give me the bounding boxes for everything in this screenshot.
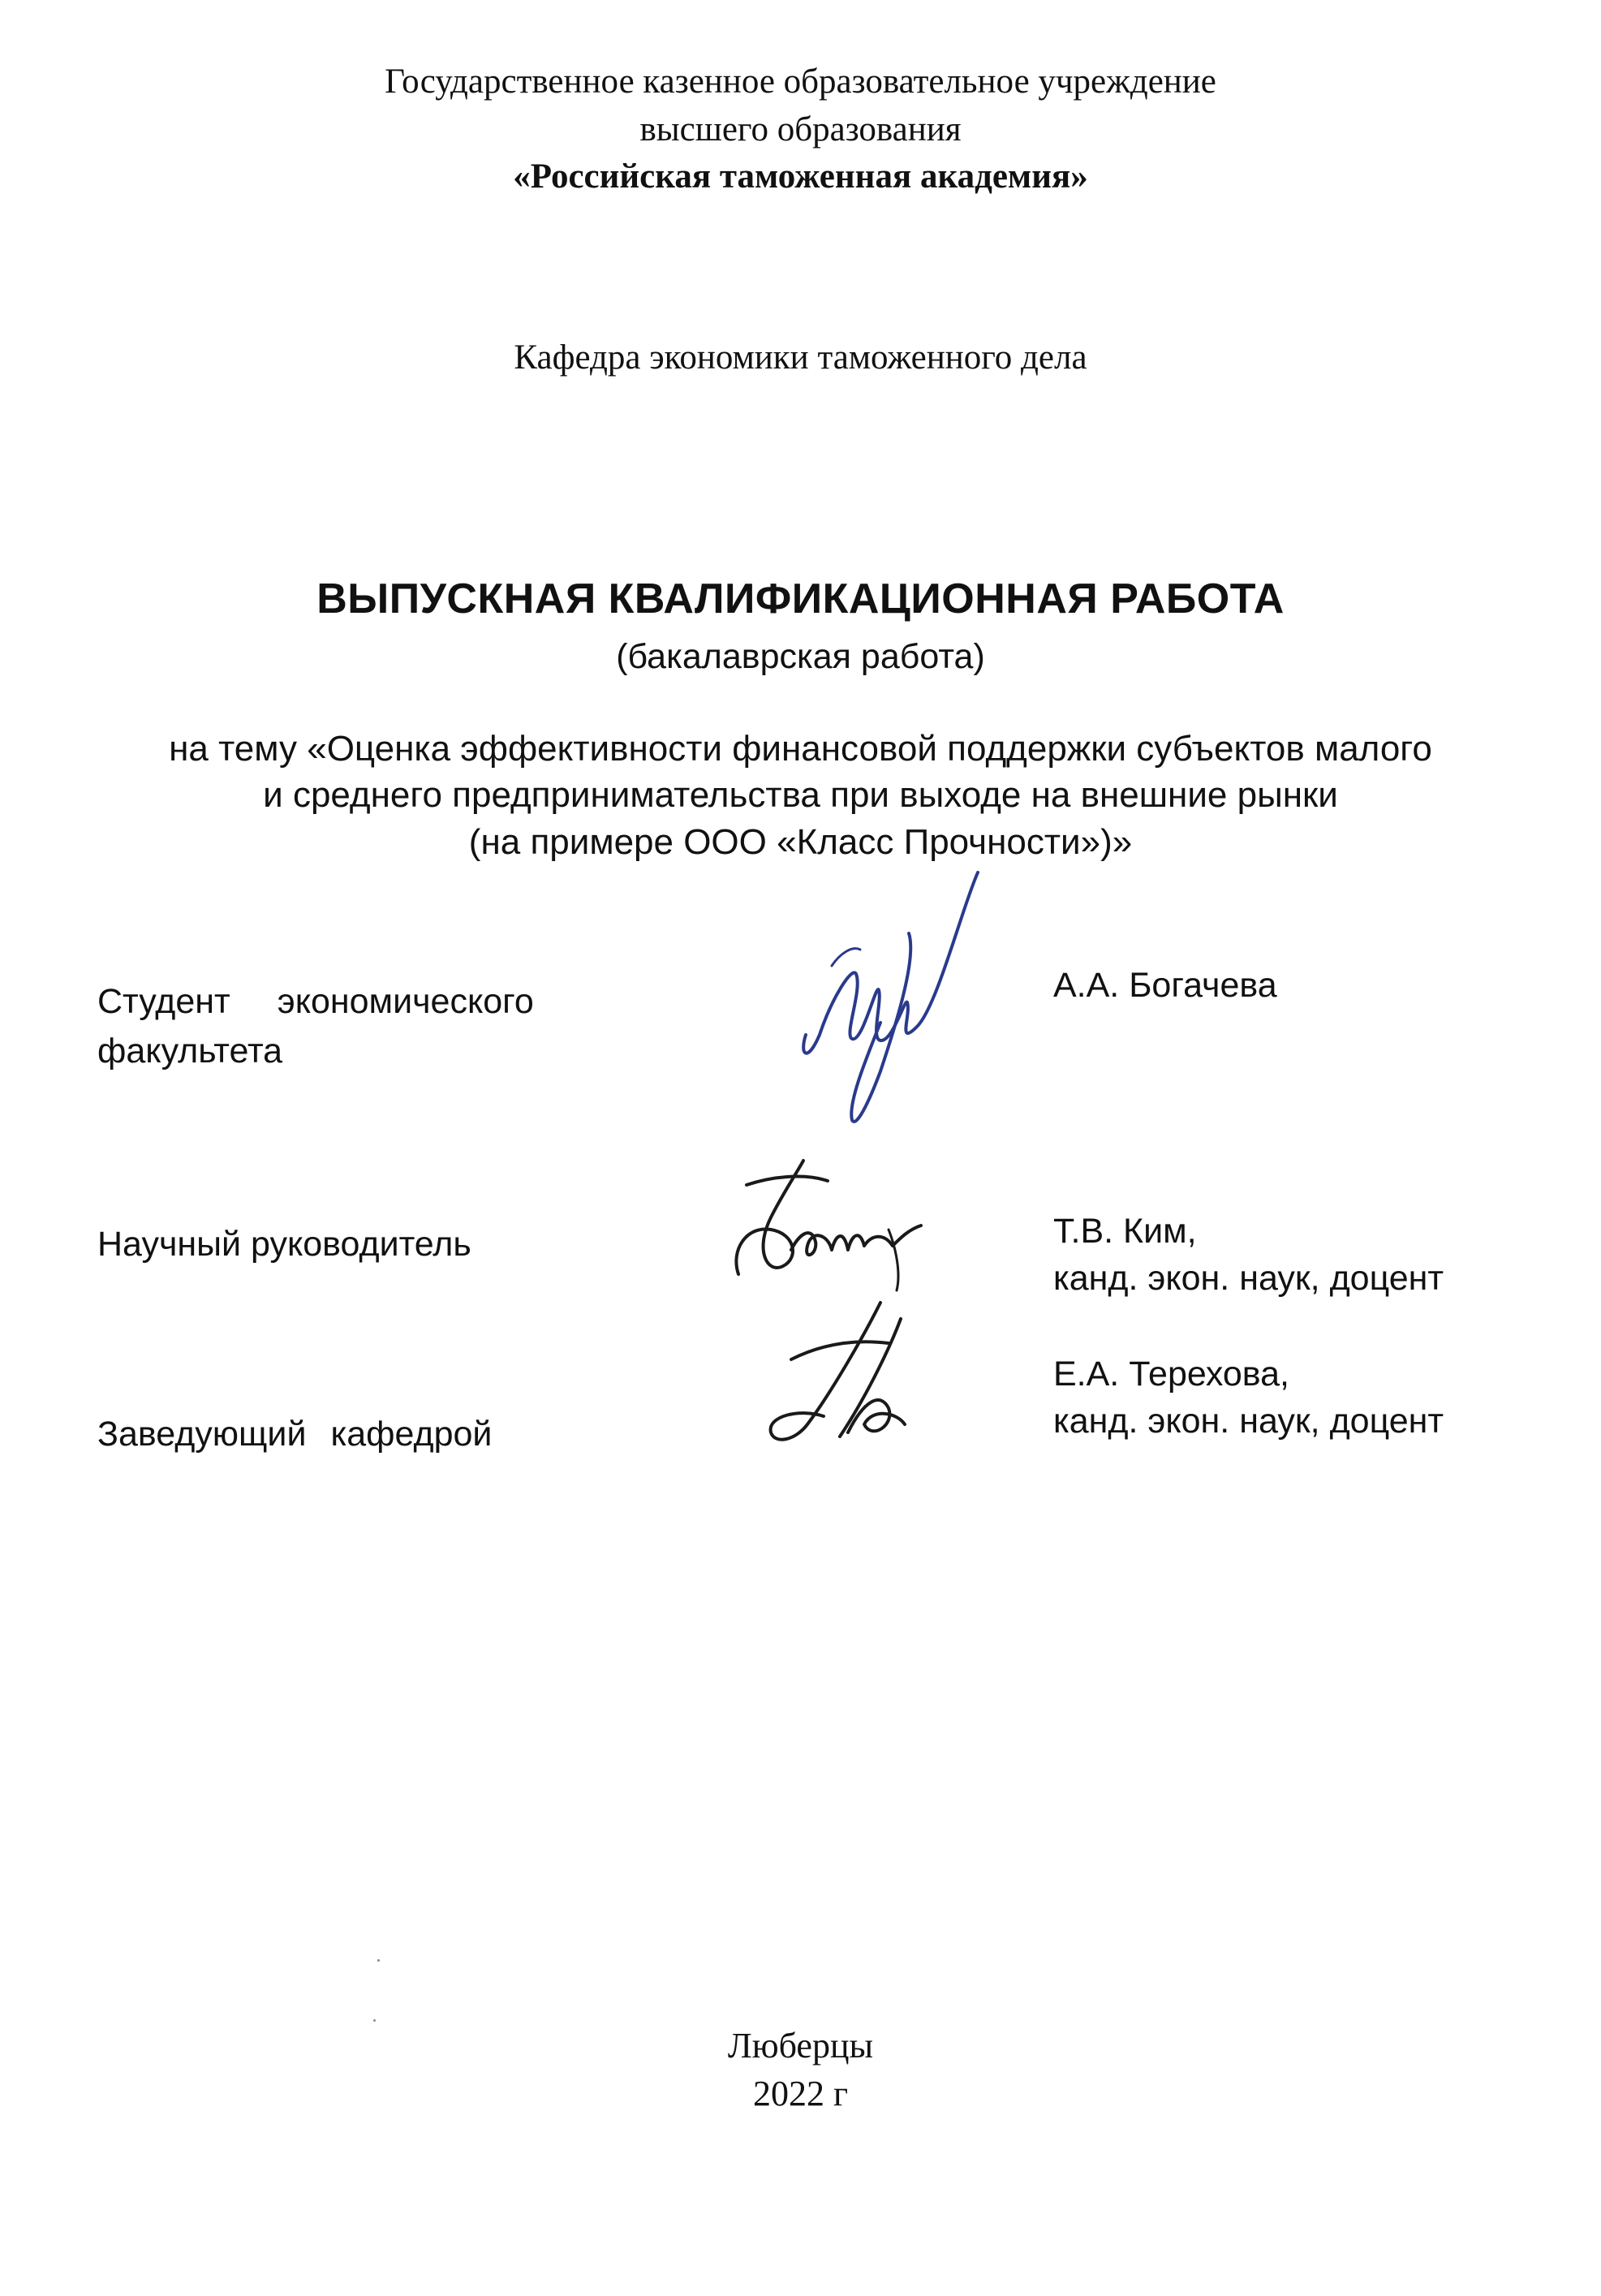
speck	[377, 1959, 380, 1962]
student-label-word: Студент	[97, 982, 230, 1021]
work-subtitle: (бакалаврская работа)	[616, 637, 985, 676]
institution-name: «Российская таможенная академия»	[513, 157, 1088, 196]
head-name: Е.А. Терехова,	[1053, 1355, 1290, 1394]
student-label-line-1	[97, 978, 534, 1025]
supervisor-degree: канд. экон. наук, доцент	[1053, 1259, 1444, 1298]
work-title: ВЫПУСКНАЯ КВАЛИФИКАЦИОННАЯ РАБОТА	[316, 575, 1285, 622]
supervisor-name: Т.В. Ким,	[1053, 1212, 1197, 1251]
supervisor-signature	[722, 1152, 933, 1299]
theme-line-3: (на примере ООО «Класс Прочности»)»	[468, 822, 1133, 862]
head-degree: канд. экон. наук, доцент	[1053, 1402, 1444, 1441]
footer-city: Люберцы	[727, 2026, 874, 2066]
head-signature	[759, 1294, 937, 1457]
student-label-faculty: экономического	[277, 982, 534, 1021]
head-label-dept: кафедрой	[330, 1415, 493, 1454]
speck	[373, 2019, 376, 2022]
institution-line-2: высшего образования	[639, 110, 962, 149]
theme-line-2: и среднего предпринимательства при выходе на внешние рынки	[263, 775, 1338, 815]
footer-year: 2022 г	[752, 2074, 849, 2113]
supervisor-label: Научный руководитель	[97, 1225, 471, 1264]
student-label-line-2: факультета	[97, 1032, 283, 1070]
student-name: А.А. Богачева	[1053, 966, 1277, 1005]
theme-line-1: на тему «Оценка эффективности финансовой поддержки субъектов малого	[169, 729, 1432, 769]
department: Кафедра экономики таможенного дела	[514, 338, 1087, 377]
student-signature	[775, 860, 1018, 1136]
head-label-position: Заведующий	[97, 1415, 307, 1454]
institution-line-1: Государственное казенное образовательное учреждение	[385, 62, 1216, 101]
head-label	[97, 1411, 492, 1458]
